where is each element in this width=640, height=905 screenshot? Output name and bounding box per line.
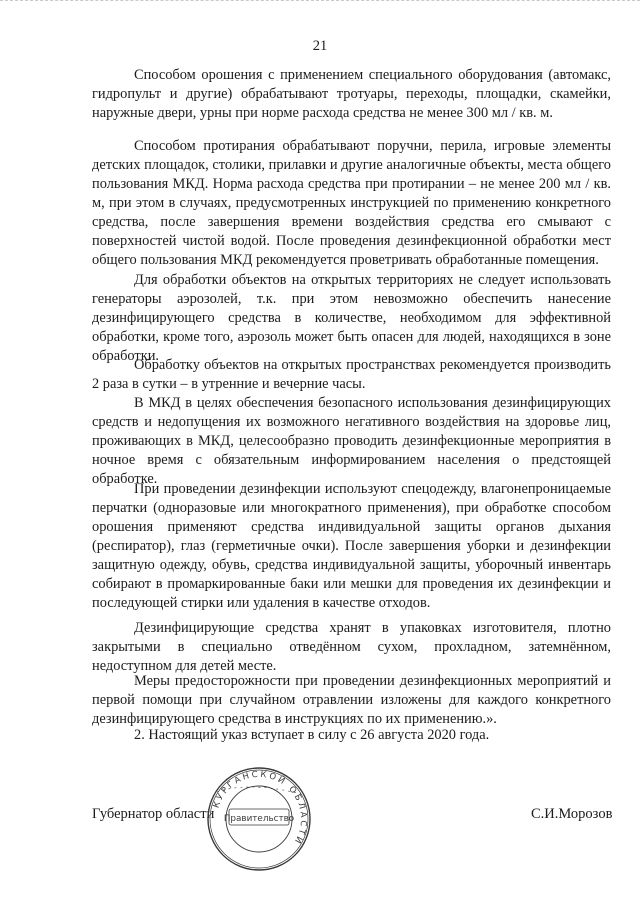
- paragraph-effective-date: 2. Настоящий указ вступает в силу с 26 августа 2020 года.: [134, 727, 490, 743]
- signatory-name: С.И.Морозов: [531, 806, 613, 822]
- paragraph-aerosol-warning: Для обработки объектов на открытых территориях не следует использовать генераторы аэрозолей, т.к. при этом невозможно обеспечить нанесение дезинфицирующего средства в количестве, необходимом для эффективной обработки, кроме того, аэрозоль может быть опасен для людей, находящихся в зоне обработки.: [92, 272, 611, 364]
- paragraph-storage: Дезинфицирующие средства хранят в упаковках изготовителя, плотно закрытыми в специально отведённом сухом, прохладном, затемнённом, недоступном для детей месте.: [92, 620, 611, 674]
- paragraph-irrigation-method: Способом орошения с применением специального оборудования (автомакс, гидропульт и другие) обрабатывают тротуары, переходы, площадки, скамейки, наружные двери, урны при норме расхода средства не менее 300 мл / кв. м.: [92, 67, 611, 121]
- paragraph-schedule: Обработку объектов на открытых пространствах рекомендуется производить 2 раза в сутки – в утренние и вечерние часы.: [92, 357, 611, 392]
- paragraph-precautions: Меры предосторожности при проведении дезинфекционных мероприятий и первой помощи при случайном отравлении изложены для каждого конкретного дезинфицирующего средства в инструкциях по их применению.».: [92, 673, 611, 727]
- signatory-position: Губернатор области: [92, 806, 215, 822]
- page-number: 21: [312, 38, 328, 54]
- official-seal: [203, 764, 315, 874]
- paragraph-wiping-method: Способом протирания обрабатывают поручни, перила, игровые элементы детских площадок, столики, прилавки и другие аналогичные объекты, места общего пользования МКД. Норма расхода средства при протирании – не менее 200 мл / кв. м, при этом в случаях, предусмотренных инструкцией по применению конкретного средства, после завершения времени воздействия средства его смывают с поверхностей чистой водой. После проведения дезинфекционной обработки мест общего пользования МКД рекомендуется проветривать обработанные помещения.: [92, 138, 611, 268]
- seal-center-text: Правительство: [223, 814, 295, 824]
- seal-ring-text: КУРГАНСКОЙ ОБЛАСТИ: [211, 769, 309, 847]
- paragraph-night-treatment: В МКД в целях обеспечения безопасного использования дезинфицирующих средств и недопущения их возможного негативного воздействия на здоровье лиц, проживающих в МКД, целесообразно проводить дезинфекционные мероприятия в ночное время с обязательным информированием населения о предстоящей обработке.: [92, 395, 611, 487]
- scan-top-edge: [0, 0, 640, 9]
- paragraph-protective-gear: При проведении дезинфекции используют спецодежду, влагонепроницаемые перчатки (одноразовые или многократного применения), при обработке способом орошения применяют средства индивидуальной защиты органов дыхания (респиратор), глаз (герметичные очки). После завершения уборки и дезинфекции защитную одежду, обувь, средства индивидуальной защиты, уборочный инвентарь собирают в промаркированные баки или мешки для проведения их дезинфекции и последующей стирки или удаления в качестве отходов.: [92, 481, 611, 611]
